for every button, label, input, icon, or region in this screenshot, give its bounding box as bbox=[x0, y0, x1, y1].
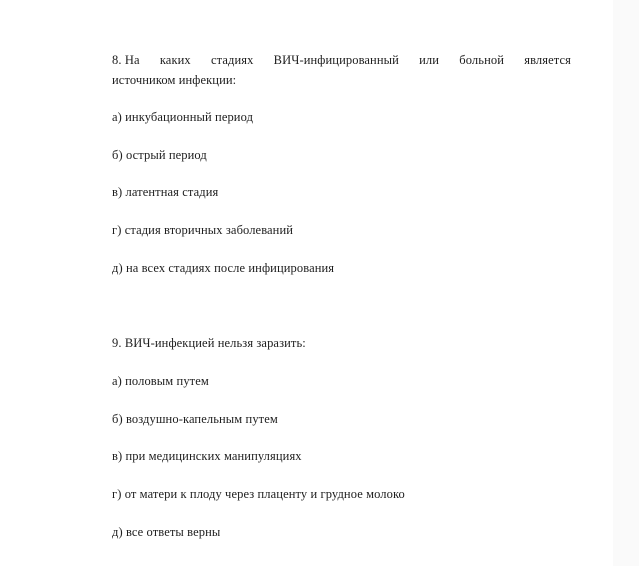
question-8-line-1 bbox=[112, 50, 571, 70]
question-9-number: 9. bbox=[112, 336, 122, 350]
question-9-option-g: г) от матери к плоду через плаценту и грудное молоко bbox=[112, 487, 405, 501]
question-8-word: каких bbox=[159, 53, 191, 67]
question-8-word: является bbox=[524, 53, 571, 67]
question-9-text: ВИЧ-инфекцией нельзя заразить: bbox=[124, 336, 306, 350]
question-9-option-a: а) половым путем bbox=[112, 374, 209, 388]
question-8-word: или bbox=[419, 53, 440, 67]
question-8 bbox=[112, 50, 571, 90]
question-9-option-d: д) все ответы верны bbox=[112, 525, 221, 539]
question-8-number-and-word: 8. Ha bbox=[112, 53, 140, 67]
question-8-option-a: а) инкубационный период bbox=[112, 110, 254, 124]
question-8-option-d: д) на всех стадиях после инфицирования bbox=[112, 261, 335, 275]
question-8-option-g: г) стадия вторичных заболеваний bbox=[112, 223, 294, 237]
question-8-word: ВИЧ-инфицированный bbox=[273, 53, 399, 67]
question-8-line-2: источником инфекции: bbox=[112, 73, 237, 87]
question-8-option-b: б) острый период bbox=[112, 148, 207, 162]
question-8-word: больной bbox=[459, 53, 504, 67]
question-9-option-v: в) при медицинских манипуляциях bbox=[112, 449, 302, 463]
page-margin bbox=[613, 0, 639, 566]
question-9-option-b: б) воздушно-капельным путем bbox=[112, 412, 278, 426]
question-8-option-v: в) латентная стадия bbox=[112, 185, 219, 199]
question-8-word: стадиях bbox=[210, 53, 254, 67]
question-9 bbox=[112, 335, 306, 351]
